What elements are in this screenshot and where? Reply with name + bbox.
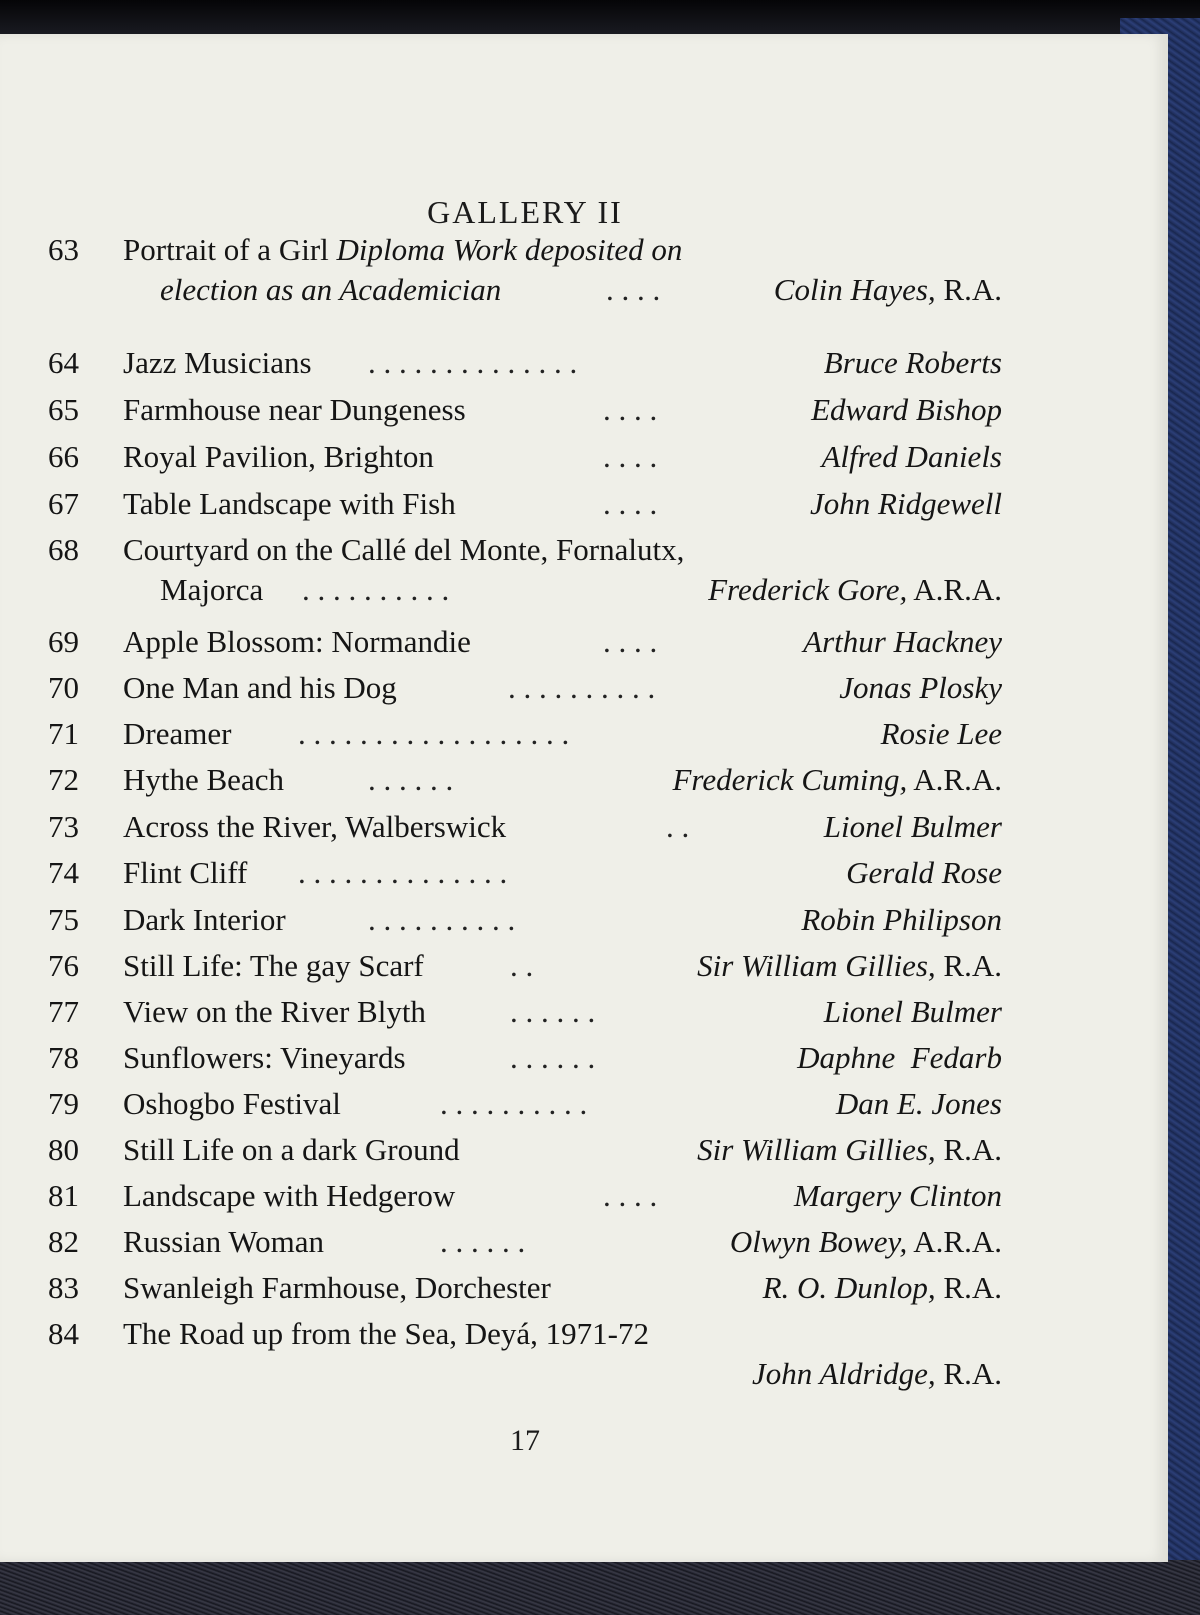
entry-artist: John Ridgewell [810, 486, 1002, 521]
entry-title: Across the River, Walberswick [123, 809, 507, 844]
catalogue-entry [48, 530, 1002, 610]
entry-artist: John Aldridge, R.A. [751, 1356, 1002, 1391]
entry-artist: Olwyn Bowey, A.R.A. [729, 1224, 1002, 1259]
catalogue-entry [48, 807, 1002, 847]
entry-artist-suffix: R.A. [943, 1132, 1002, 1167]
entry-artist: Dan E. Jones [835, 1086, 1002, 1121]
entry-title: Oshogbo Festival [123, 1086, 341, 1121]
catalogue-entry [48, 343, 1002, 383]
catalogue-entry [48, 1176, 1002, 1216]
catalogue-entry [48, 714, 1002, 754]
entry-number: 73 [48, 809, 79, 844]
catalogue-entry [48, 1268, 1002, 1308]
catalogue-entry [48, 1314, 1002, 1394]
entry-note: Diploma Work deposited on [336, 232, 683, 267]
entry-title: Swanleigh Farmhouse, Dorchester [123, 1270, 551, 1305]
entry-number: 71 [48, 716, 79, 751]
entry-number: 76 [48, 948, 79, 983]
entry-artist-suffix: R.A. [943, 1270, 1002, 1305]
entry-title: One Man and his Dog [123, 670, 397, 705]
catalogue-entry [48, 1038, 1002, 1078]
entry-artist: Colin Hayes, R.A. [773, 272, 1002, 307]
entry-number: 64 [48, 345, 79, 380]
entry-title: Courtyard on the Callé del Monte, Fornalutx, [123, 532, 685, 567]
leader-dots: . . [510, 948, 534, 983]
entry-title: Landscape with Hedgerow [123, 1178, 456, 1213]
book-bottom-edge [0, 1560, 1200, 1615]
entry-number: 78 [48, 1040, 79, 1075]
entry-number: 68 [48, 532, 79, 567]
entry-number: 63 [48, 232, 79, 267]
catalogue-entry [48, 437, 1002, 477]
entry-title-continued: election as an Academician [160, 272, 502, 307]
entry-number: 66 [48, 439, 79, 474]
entry-artist: Jonas Plosky [839, 670, 1002, 705]
leader-dots: . . . . [603, 486, 658, 521]
leader-dots: . . . . . . . . . . . . . . [368, 345, 578, 380]
entry-artist: Gerald Rose [846, 855, 1002, 890]
entry-artist: Daphne Fedarb [797, 1040, 1002, 1075]
leader-dots: . . . . . . [440, 1224, 526, 1259]
entry-artist: Robin Philipson [801, 902, 1002, 937]
entry-title: View on the River Blyth [123, 994, 426, 1029]
entry-number: 65 [48, 392, 79, 427]
book-top-edge [0, 0, 1200, 36]
entry-artist: Frederick Cuming, A.R.A. [672, 762, 1002, 797]
catalogue-entry [48, 230, 1002, 310]
leader-dots: . . . . . . . . . . . . . . [298, 855, 508, 890]
entry-title: Apple Blossom: Normandie [123, 624, 471, 659]
entry-title: Flint Cliff [123, 855, 248, 890]
entry-artist: Rosie Lee [880, 716, 1002, 751]
leader-dots: . . . . . . . . . . [440, 1086, 588, 1121]
entry-title: Russian Woman [123, 1224, 325, 1259]
entry-title: Farmhouse near Dungeness [123, 392, 466, 427]
catalogue-entry [48, 390, 1002, 430]
page-number: 17 [510, 1424, 540, 1457]
entry-number: 72 [48, 762, 79, 797]
entry-artist: R. O. Dunlop, R.A. [762, 1270, 1002, 1305]
entry-artist: Sir William Gillies, R.A. [697, 948, 1002, 983]
entry-title: Still Life: The gay Scarf [123, 948, 424, 983]
book-page [0, 34, 1168, 1562]
entry-artist: Alfred Daniels [821, 439, 1002, 474]
leader-dots: . . . . [603, 1178, 658, 1213]
leader-dots: . . . . . . . . . . [302, 572, 450, 607]
leader-dots: . . . . . . [368, 762, 454, 797]
entry-title: Table Landscape with Fish [123, 486, 456, 521]
entry-artist-suffix: A.R.A. [913, 762, 1002, 797]
catalogue-entry [48, 900, 1002, 940]
entry-number: 84 [48, 1316, 79, 1351]
catalogue-entry [48, 853, 1002, 893]
catalogue-entry [48, 1084, 1002, 1124]
entry-artist: Lionel Bulmer [823, 994, 1002, 1029]
leader-dots: . . . . [603, 624, 658, 659]
entry-number: 75 [48, 902, 79, 937]
leader-dots: . . . . . . [510, 1040, 596, 1075]
entry-number: 79 [48, 1086, 79, 1121]
entry-title: Jazz Musicians [123, 345, 312, 380]
entry-title: The Road up from the Sea, Deyá, 1971-72 [123, 1316, 650, 1351]
catalogue-entry [48, 760, 1002, 800]
leader-dots: . . . . . . . . . . [368, 902, 516, 937]
entry-title: Sunflowers: Vineyards [123, 1040, 406, 1075]
entry-title: Hythe Beach [123, 762, 284, 797]
entry-artist: Lionel Bulmer [823, 809, 1002, 844]
entry-artist-suffix: R.A. [943, 1356, 1002, 1391]
entry-artist-suffix: R.A. [943, 272, 1002, 307]
entry-artist: Sir William Gillies, R.A. [697, 1132, 1002, 1167]
entry-title: Still Life on a dark Ground [123, 1132, 460, 1167]
leader-dots: . . [666, 809, 690, 844]
entry-number: 70 [48, 670, 79, 705]
catalogue-entry [48, 946, 1002, 986]
entry-number: 80 [48, 1132, 79, 1167]
entry-artist-suffix: R.A. [943, 948, 1002, 983]
leader-dots: . . . . . . [510, 994, 596, 1029]
entry-number: 77 [48, 994, 79, 1029]
entry-title: Portrait of a Girl Diploma Work deposited on [123, 232, 683, 267]
entry-number: 83 [48, 1270, 79, 1305]
leader-dots: . . . . [603, 392, 658, 427]
entry-title: Royal Pavilion, Brighton [123, 439, 434, 474]
entry-artist: Edward Bishop [811, 392, 1002, 427]
entry-number: 82 [48, 1224, 79, 1259]
entry-title-continued: Majorca [160, 572, 264, 607]
leader-dots: . . . . . . . . . . . . . . . . . . [298, 716, 570, 751]
catalogue-entry [48, 1130, 1002, 1170]
entry-number: 81 [48, 1178, 79, 1213]
leader-dots: . . . . . . . . . . [508, 670, 656, 705]
leader-dots: . . . . [603, 439, 658, 474]
entry-number: 69 [48, 624, 79, 659]
page-heading: GALLERY II [427, 194, 623, 230]
catalogue-entry [48, 484, 1002, 524]
entry-artist: Bruce Roberts [823, 345, 1002, 380]
entry-number: 74 [48, 855, 79, 890]
catalogue-entry [48, 1222, 1002, 1262]
entry-artist: Arthur Hackney [803, 624, 1002, 659]
catalogue-entry [48, 992, 1002, 1032]
catalogue-entry [48, 668, 1002, 708]
entry-title: Dreamer [123, 716, 232, 751]
entry-artist-suffix: A.R.A. [913, 572, 1002, 607]
entry-number: 67 [48, 486, 79, 521]
catalogue-entry [48, 622, 1002, 662]
entry-artist: Margery Clinton [793, 1178, 1002, 1213]
entry-artist-suffix: A.R.A. [913, 1224, 1002, 1259]
entry-artist: Frederick Gore, A.R.A. [708, 572, 1002, 607]
leader-dots: . . . . [606, 272, 661, 307]
entry-title: Dark Interior [123, 902, 286, 937]
